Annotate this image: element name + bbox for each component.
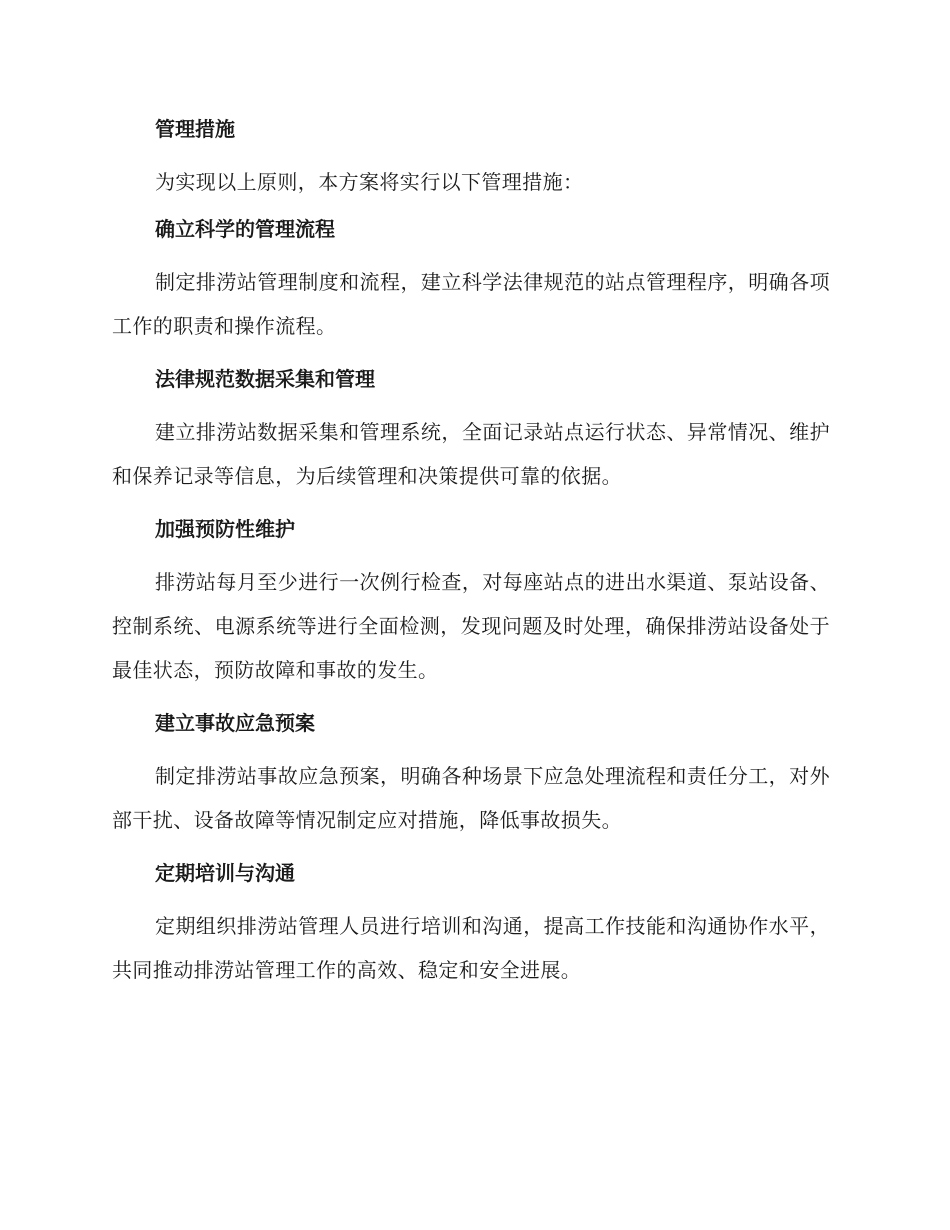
section-heading-training-communication: 定期培训与沟通 bbox=[155, 861, 295, 885]
section-heading-preventive-maintenance: 加强预防性维护 bbox=[155, 517, 295, 541]
paragraph-preventive-maintenance: 排涝站每月至少进行一次例行检查，对每座站点的进出水渠道、泵站设备、控制系统、电源系统等进行全面检测，发现问题及时处理，确保排涝站设备处于最佳状态，预防故障和事故的发生。 bbox=[112, 570, 830, 682]
paragraph-data-collection: 建立排涝站数据采集和管理系统，全面记录站点运行状态、异常情况、维护和保养记录等信息，为后续管理和决策提供可靠的依据。 bbox=[112, 420, 830, 488]
document-body bbox=[112, 112, 830, 992]
section-heading-management-measures: 管理措施 bbox=[155, 117, 235, 141]
intro-paragraph: 为实现以上原则，本方案将实行以下管理措施： bbox=[155, 170, 584, 194]
paragraph-emergency-plan: 制定排涝站事故应急预案，明确各种场景下应急处理流程和责任分工，对外部干扰、设备故障等情况制定应对措施，降低事故损失。 bbox=[112, 764, 830, 832]
section-heading-scientific-process: 确立科学的管理流程 bbox=[155, 217, 335, 241]
section-heading-emergency-plan: 建立事故应急预案 bbox=[155, 711, 315, 735]
paragraph-scientific-process: 制定排涝站管理制度和流程，建立科学法律规范的站点管理程序，明确各项工作的职责和操作流程。 bbox=[112, 270, 830, 338]
paragraph-training-communication: 定期组织排涝站管理人员进行培训和沟通，提高工作技能和沟通协作水平，共同推动排涝站管理工作的高效、稳定和安全进展。 bbox=[112, 914, 830, 982]
section-heading-data-collection: 法律规范数据采集和管理 bbox=[155, 367, 375, 391]
